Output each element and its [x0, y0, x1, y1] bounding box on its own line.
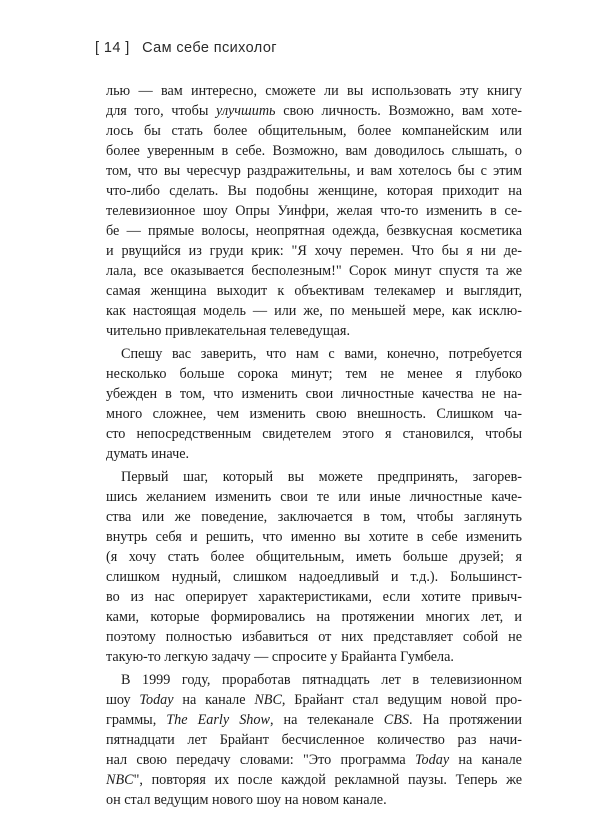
text-line [106, 101, 522, 121]
text-line: сто непосредственным свидетелем этого я становился, чтобы [106, 426, 522, 442]
text-line: Первый шаг, который вы можете предпринять, загорев- [121, 469, 522, 485]
paragraph [106, 344, 522, 464]
text-line: том, что вы чересчур раздражительны, и вам хотелось бы с этим [106, 163, 522, 179]
italic-text: Today [414, 752, 450, 768]
italic-text: The Early Show [166, 712, 270, 728]
text-run: , на телеканале [269, 712, 384, 728]
text-line: поэтому полностью избавиться от них представляет собой не [106, 629, 522, 645]
text-line: лось бы стать более общительным, более компанейским или [106, 123, 522, 139]
text-line [106, 690, 522, 710]
text-run: ", повторяя их после каждой рекламной паузы. Теперь же [133, 772, 522, 788]
text-line: ками, которые формировались на протяжении многих лет, и [106, 609, 522, 625]
text-line [106, 770, 522, 790]
text-line: думать иначе. [106, 446, 190, 462]
italic-text: NBC [254, 692, 282, 708]
text-run: на канале [449, 752, 522, 768]
text-line: внутрь себя и решить, что именно вы хотите в себе изменить [106, 529, 522, 545]
paragraph [106, 670, 522, 810]
text-line: как настоящая модель — или же, по меньшей мере, как исклю- [106, 303, 522, 319]
page-number: [ 14 ] [95, 40, 130, 56]
text-run: свою личность. Возможно, вам хоте- [275, 103, 522, 119]
body-text [106, 81, 522, 813]
text-line: несколько больше сорока минут; тем не менее я глубоко [106, 366, 522, 382]
text-line: убежден в том, что изменить свои личностные качества не на- [106, 386, 522, 402]
italic-text: CBS [383, 712, 409, 728]
text-line: чительно привлекательная телеведущая. [106, 323, 350, 339]
text-run: на канале [173, 692, 255, 708]
text-run: граммы, [106, 712, 167, 728]
text-line: (я хочу стать более общительным, иметь больше друзей; я [106, 549, 522, 565]
text-line: пятнадцати лет Брайант бесчисленное количество раз начи- [106, 732, 522, 748]
text-line: бе — прямые волосы, неопрятная одежда, безвкусная косметика [106, 223, 522, 239]
book-title: Сам себе психолог [142, 40, 277, 56]
text-line: более уверенным в себе. Возможно, вам доводилось слышать, о [106, 143, 522, 159]
text-run: . На протяжении [408, 712, 522, 728]
paragraph [106, 81, 522, 341]
running-head [95, 40, 277, 56]
text-line: В 1999 году, проработав пятнадцать лет в телевизионном [121, 672, 522, 688]
text-line: такую-то легкую задачу — спросите у Брайанта Гумбела. [106, 649, 454, 665]
text-line: он стал ведущим нового шоу на новом канале. [106, 792, 387, 808]
italic-text: NBC [106, 772, 134, 788]
text-run: для того, чтобы [106, 103, 217, 119]
text-line: шись желанием изменить свои те или иные личностные каче- [106, 489, 522, 505]
text-run: нал свою передачу словами: "Это программа [106, 752, 415, 768]
text-line: слишком нудный, слишком надоедливый и т.д.). Большинст- [106, 569, 522, 585]
italic-text: Today [139, 692, 174, 708]
text-line: лала, все оказывается бесполезным!" Сорок минут спустя та же [106, 263, 522, 279]
text-line: что-либо сделать. Вы подобны женщине, которая приходит на [106, 183, 522, 199]
text-run: шоу [106, 692, 140, 708]
text-line [106, 710, 522, 730]
paragraph [106, 467, 522, 667]
text-line: телевизионное шоу Опры Уинфри, желая что-то изменить в се- [106, 203, 522, 219]
text-line: ства или же поведение, заключается в том, чтобы заглянуть [106, 509, 522, 525]
text-run: , Брайант стал ведущим новой про- [281, 692, 523, 708]
text-line: и рвущийся из груди крик: "Я хочу перемен. Что бы я ни де- [106, 243, 522, 259]
text-line: много сложнее, чем изменить свою внешность. Слишком ча- [106, 406, 522, 422]
text-line [106, 750, 522, 770]
text-line: самая женщина выходит к объективам телекамер и выглядит, [106, 283, 522, 299]
text-line: во из нас оперирует характеристиками, если хотите привыч- [106, 589, 522, 605]
text-line: Спешу вас заверить, что нам с вами, конечно, потребуется [121, 346, 522, 362]
text-line: лью — вам интересно, сможете ли вы использовать эту книгу [106, 83, 522, 99]
italic-text: улучшить [216, 103, 276, 119]
